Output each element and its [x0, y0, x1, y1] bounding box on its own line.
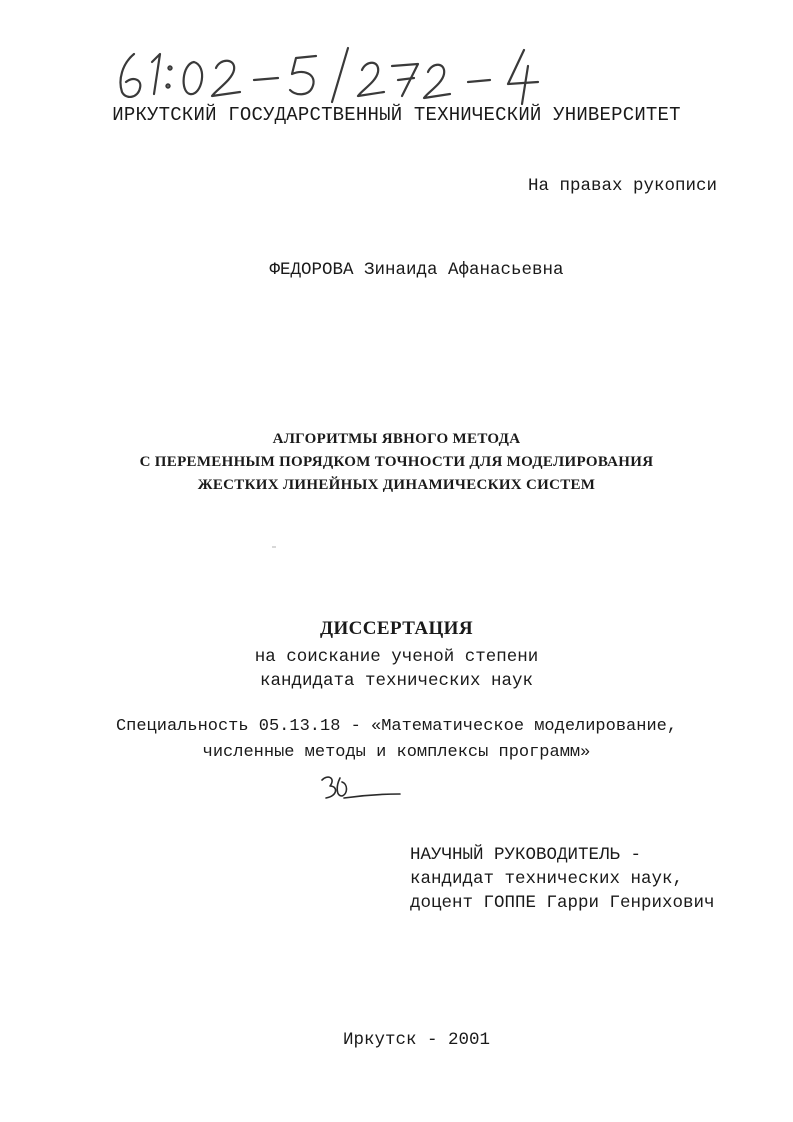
title-line: АЛГОРИТМЫ ЯВНОГО МЕТОДА: [272, 431, 521, 447]
university-name: ИРКУТСКИЙ ГОСУДАРСТВЕННЫЙ ТЕХНИЧЕСКИЙ УНИВЕРСИТЕТ: [112, 104, 681, 126]
supervisor-line: доцент ГОППЕ Гарри Генрихович: [410, 893, 715, 913]
specialty-line: численные методы и комплексы программ»: [202, 743, 591, 762]
author-name: ФЕДОРОВА Зинаида Афанасьевна: [269, 260, 564, 280]
supervisor-line: кандидат технических наук,: [410, 869, 684, 889]
title-line: С ПЕРЕМЕННЫМ ПОРЯДКОМ ТОЧНОСТИ ДЛЯ МОДЕЛИРОВАНИЯ: [139, 454, 654, 470]
scan-speck: [272, 546, 276, 548]
title-line: ЖЕСТКИХ ЛИНЕЙНЫХ ДИНАМИЧЕСКИХ СИСТЕМ: [197, 477, 596, 493]
specialty-line: Специальность 05.13.18 - «Математическое моделирование,: [115, 717, 678, 736]
handwritten-archive-number: [112, 40, 552, 110]
manuscript-rights-note: На правах рукописи: [527, 176, 717, 196]
document-type-heading: ДИССЕРТАЦИЯ: [320, 618, 473, 639]
specialty-statement: [0, 714, 793, 766]
scientific-supervisor: [410, 843, 715, 915]
degree-line: на соискание ученой степени: [254, 647, 539, 667]
handwritten-signature: [318, 772, 402, 808]
dissertation-title: [0, 428, 793, 497]
supervisor-line: НАУЧНЫЙ РУКОВОДИТЕЛЬ -: [410, 845, 642, 865]
city-and-year: Иркутск - 2001: [342, 1030, 491, 1050]
degree-statement: [0, 645, 793, 693]
degree-line: кандидата технических наук: [259, 671, 534, 691]
